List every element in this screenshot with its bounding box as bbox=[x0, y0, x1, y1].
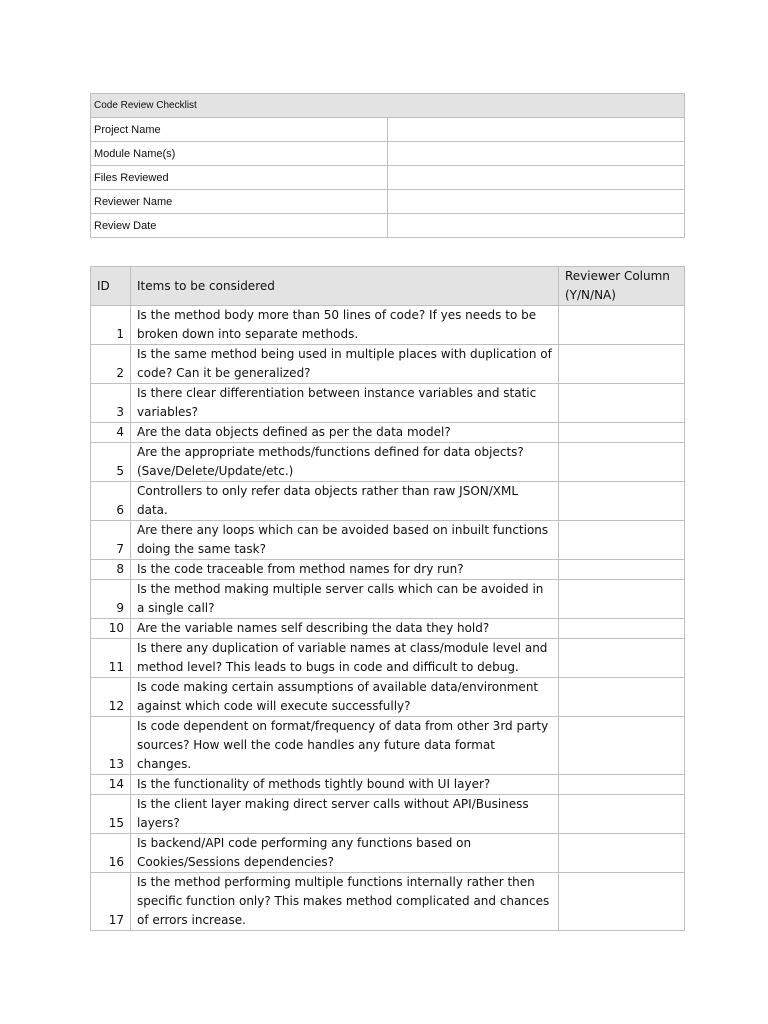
row-id: 17 bbox=[91, 873, 131, 931]
row-id: 1 bbox=[91, 306, 131, 345]
row-item-text: Is the code traceable from method names for dry run? bbox=[131, 560, 559, 580]
reviewer-answer-cell[interactable] bbox=[559, 639, 685, 678]
reviewer-column-header: Reviewer Column (Y/N/NA) bbox=[559, 267, 685, 306]
row-item-text: Are there any loops which can be avoided based on inbuilt functions doing the same task? bbox=[131, 521, 559, 560]
row-item-text: Is code dependent on format/frequency of data from other 3rd party sources? How well the code handles any future data format changes. bbox=[131, 717, 559, 775]
reviewer-answer-cell[interactable] bbox=[559, 795, 685, 834]
project-name-label: Project Name bbox=[91, 118, 388, 142]
files-reviewed-row bbox=[91, 166, 685, 190]
review-info-title-row bbox=[91, 94, 685, 118]
review-date-field[interactable] bbox=[388, 214, 685, 238]
checklist-row bbox=[91, 482, 685, 521]
checklist-row bbox=[91, 639, 685, 678]
row-item-text: Is the method making multiple server calls which can be avoided in a single call? bbox=[131, 580, 559, 619]
project-name-field[interactable] bbox=[388, 118, 685, 142]
row-id: 2 bbox=[91, 345, 131, 384]
reviewer-answer-cell[interactable] bbox=[559, 423, 685, 443]
row-id: 4 bbox=[91, 423, 131, 443]
checklist-row bbox=[91, 345, 685, 384]
checklist-row bbox=[91, 560, 685, 580]
reviewer-name-label: Reviewer Name bbox=[91, 190, 388, 214]
row-id: 10 bbox=[91, 619, 131, 639]
reviewer-name-row bbox=[91, 190, 685, 214]
module-names-row bbox=[91, 142, 685, 166]
row-item-text: Is the same method being used in multiple places with duplication of code? Can it be generalized? bbox=[131, 345, 559, 384]
checklist-table bbox=[90, 266, 685, 931]
reviewer-answer-cell[interactable] bbox=[559, 873, 685, 931]
reviewer-answer-cell[interactable] bbox=[559, 306, 685, 345]
row-item-text: Are the data objects defined as per the data model? bbox=[131, 423, 559, 443]
row-id: 16 bbox=[91, 834, 131, 873]
project-name-row bbox=[91, 118, 685, 142]
reviewer-answer-cell[interactable] bbox=[559, 345, 685, 384]
row-id: 9 bbox=[91, 580, 131, 619]
row-id: 15 bbox=[91, 795, 131, 834]
module-names-field[interactable] bbox=[388, 142, 685, 166]
reviewer-answer-cell[interactable] bbox=[559, 580, 685, 619]
checklist-row bbox=[91, 795, 685, 834]
reviewer-answer-cell[interactable] bbox=[559, 443, 685, 482]
files-reviewed-label: Files Reviewed bbox=[91, 166, 388, 190]
reviewer-answer-cell[interactable] bbox=[559, 775, 685, 795]
checklist-row bbox=[91, 443, 685, 482]
checklist-row bbox=[91, 423, 685, 443]
review-info-table bbox=[90, 93, 685, 238]
row-id: 11 bbox=[91, 639, 131, 678]
row-id: 13 bbox=[91, 717, 131, 775]
row-item-text: Is backend/API code performing any functions based on Cookies/Sessions dependencies? bbox=[131, 834, 559, 873]
checklist-row bbox=[91, 678, 685, 717]
reviewer-answer-cell[interactable] bbox=[559, 717, 685, 775]
checklist-title: Code Review Checklist bbox=[91, 94, 685, 118]
row-id: 6 bbox=[91, 482, 131, 521]
module-names-label: Module Name(s) bbox=[91, 142, 388, 166]
row-item-text: Is code making certain assumptions of available data/environment against which code will execute successfully? bbox=[131, 678, 559, 717]
checklist-row bbox=[91, 717, 685, 775]
row-id: 7 bbox=[91, 521, 131, 560]
reviewer-answer-cell[interactable] bbox=[559, 678, 685, 717]
row-item-text: Are the appropriate methods/functions defined for data objects? (Save/Delete/Update/etc.) bbox=[131, 443, 559, 482]
row-item-text: Is the method performing multiple functions internally rather then specific function only? This makes method complicated and chances of errors increase. bbox=[131, 873, 559, 931]
row-item-text: Is there clear differentiation between instance variables and static variables? bbox=[131, 384, 559, 423]
review-date-row bbox=[91, 214, 685, 238]
reviewer-answer-cell[interactable] bbox=[559, 482, 685, 521]
row-item-text: Is the method body more than 50 lines of code? If yes needs to be broken down into separate methods. bbox=[131, 306, 559, 345]
checklist-body bbox=[91, 306, 685, 931]
reviewer-answer-cell[interactable] bbox=[559, 384, 685, 423]
checklist-row bbox=[91, 580, 685, 619]
files-reviewed-field[interactable] bbox=[388, 166, 685, 190]
checklist-row bbox=[91, 521, 685, 560]
row-id: 3 bbox=[91, 384, 131, 423]
items-column-header: Items to be considered bbox=[131, 267, 559, 306]
checklist-row bbox=[91, 834, 685, 873]
checklist-row bbox=[91, 873, 685, 931]
row-id: 8 bbox=[91, 560, 131, 580]
review-date-label: Review Date bbox=[91, 214, 388, 238]
checklist-row bbox=[91, 384, 685, 423]
checklist-header-row bbox=[91, 267, 685, 306]
reviewer-answer-cell[interactable] bbox=[559, 521, 685, 560]
row-item-text: Is there any duplication of variable names at class/module level and method level? This leads to bugs in code and difficult to debug. bbox=[131, 639, 559, 678]
row-item-text: Controllers to only refer data objects rather than raw JSON/XML data. bbox=[131, 482, 559, 521]
row-id: 5 bbox=[91, 443, 131, 482]
checklist-row bbox=[91, 775, 685, 795]
reviewer-answer-cell[interactable] bbox=[559, 560, 685, 580]
checklist-row bbox=[91, 619, 685, 639]
checklist-row bbox=[91, 306, 685, 345]
row-item-text: Is the functionality of methods tightly bound with UI layer? bbox=[131, 775, 559, 795]
reviewer-answer-cell[interactable] bbox=[559, 619, 685, 639]
row-id: 14 bbox=[91, 775, 131, 795]
id-column-header: ID bbox=[91, 267, 131, 306]
reviewer-name-field[interactable] bbox=[388, 190, 685, 214]
row-item-text: Are the variable names self describing the data they hold? bbox=[131, 619, 559, 639]
reviewer-answer-cell[interactable] bbox=[559, 834, 685, 873]
row-item-text: Is the client layer making direct server calls without API/Business layers? bbox=[131, 795, 559, 834]
row-id: 12 bbox=[91, 678, 131, 717]
